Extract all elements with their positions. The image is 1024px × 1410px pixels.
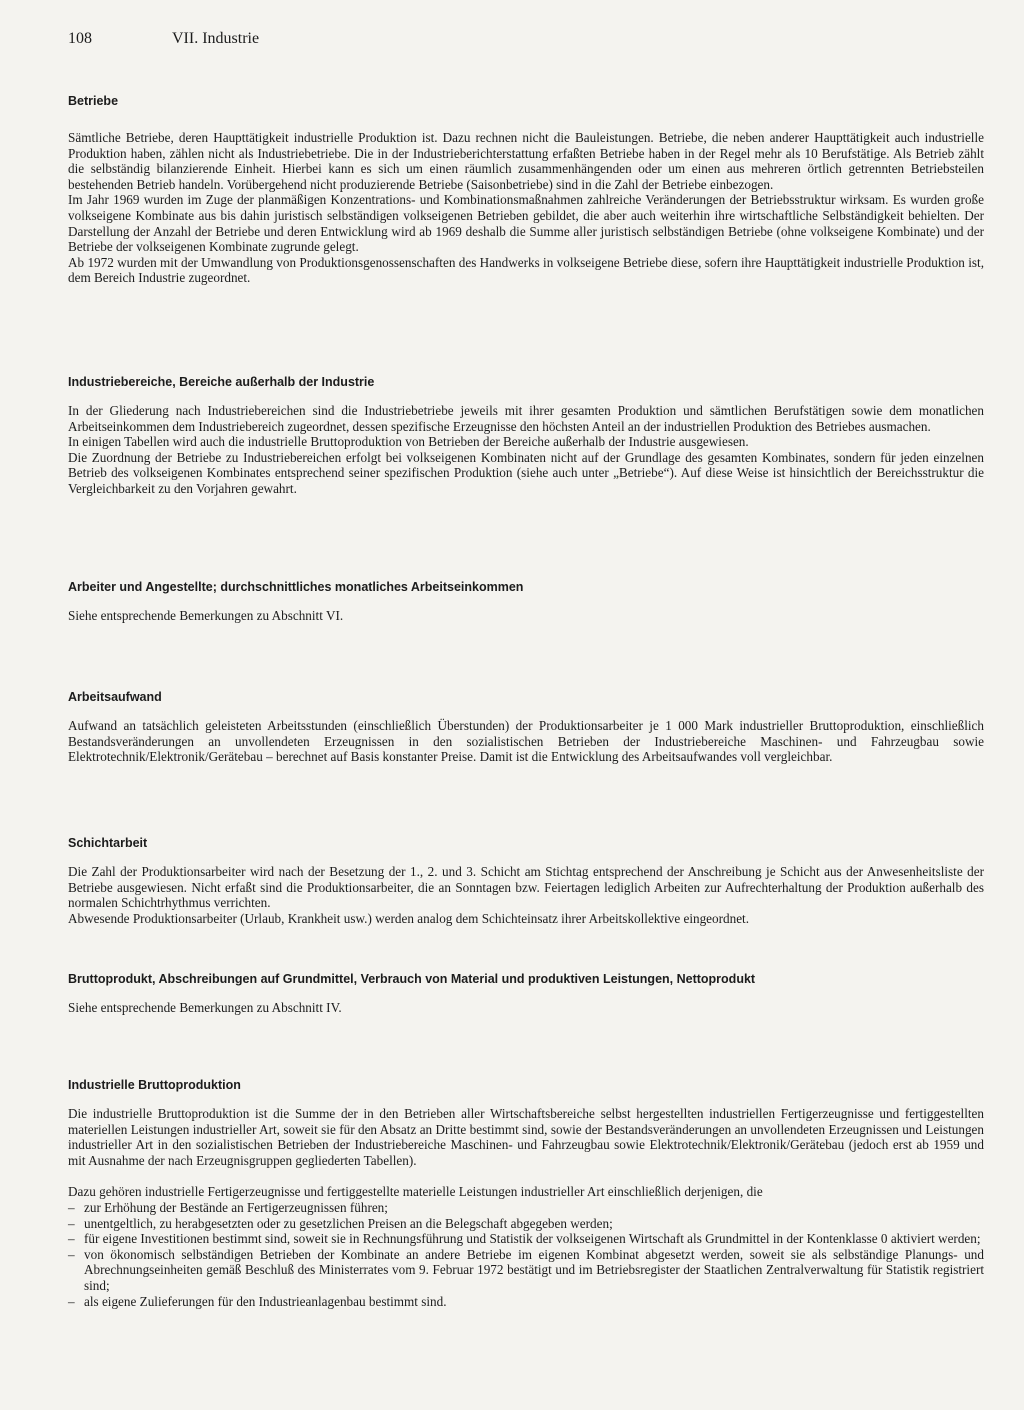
- section-industrielle-bruttoproduktion: [68, 1078, 984, 1309]
- list-item: – als eigene Zulieferungen für den Industrieanlagenbau bestimmt sind.: [68, 1294, 984, 1310]
- section-industriebereiche: [68, 375, 984, 497]
- paragraph: Aufwand an tatsächlich geleisteten Arbeitsstunden (einschließlich Überstunden) der Produktionsarbeiter je 1 000 Mark industrieller Bruttoproduktion, einschließlich Bestandsveränderungen an unvollendeten Erzeugnissen in den sozialistischen Betrieben der Industriebereiche Maschinen- und Fahrzeugbau sowie Elektrotechnik/Elektronik/Gerätebau – berechnet auf Basis konstanter Preise. Damit ist die Entwicklung des Arbeitsaufwandes voll vergleichbar.: [68, 718, 984, 765]
- section-title: Schichtarbeit: [68, 836, 148, 850]
- section-arbeitsaufwand: [68, 690, 984, 765]
- section-title: Industrielle Bruttoproduktion: [68, 1078, 241, 1092]
- section-title: Arbeitsaufwand: [68, 690, 162, 704]
- section-title: Bruttoprodukt, Abschreibungen auf Grundmittel, Verbrauch von Material und produktiven Leistungen, Nettoprodukt: [68, 972, 756, 986]
- page-number: 108: [68, 30, 92, 47]
- section-betriebe: [68, 94, 984, 286]
- section-arbeiter-angestellte: [68, 580, 984, 624]
- paragraph: Sämtliche Betriebe, deren Haupttätigkeit industrielle Produktion ist. Dazu rechnen nicht die Bauleistungen. Betriebe, die neben anderer Haupttätigkeit auch industrielle Produktion haben, zählen nicht als Industriebetriebe. Die in der Industrieberichterstattung erfaßten Betriebe haben in der Regel mehr als 10 Berufstätige. Als Betrieb zählt die selbständig bilanzierende Einheit. Hierbei kann es sich um einen räumlich zusammenhängenden oder um einen aus mehreren örtlich getrennten Betriebsteilen bestehenden Betrieb handeln. Vorübergehend nicht produzierende Betriebe (Saisonbetriebe) sind in die Zahl der Betriebe einbezogen.: [68, 130, 984, 192]
- chapter-title: VII. Industrie: [172, 30, 260, 47]
- running-header: [68, 30, 259, 48]
- list-item: – für eigene Investitionen bestimmt sind, soweit sie in Rechnungsführung und Statistik der volkseigenen Wirtschaft als Grundmittel in der Kontenklasse 0 aktiviert werden;: [68, 1231, 984, 1247]
- list-item: – unentgeltlich, zu herabgesetzten oder zu gesetzlichen Preisen an die Belegschaft abgegeben werden;: [68, 1216, 984, 1232]
- paragraph: In der Gliederung nach Industriebereichen sind die Industriebetriebe jeweils mit ihrer gesamten Produktion und sämtlichen Berufstätigen sowie dem monatlichen Arbeitseinkommen dem Industriebereich zugeordnet, dessen spezifische Erzeugnisse den höchsten Anteil an der industriellen Produktion des Betriebes ausmachen.: [68, 403, 984, 434]
- paragraph: In einigen Tabellen wird auch die industrielle Bruttoproduktion von Betrieben der Bereiche außerhalb der Industrie ausgewiesen.: [68, 434, 749, 450]
- list-item: – von ökonomisch selbständigen Betrieben der Kombinate an andere Betriebe im eigenen Kombinat abgesetzt werden, soweit sie als selbständige Planungs- und Abrechnungseinheiten gemäß Beschluß des Ministerrates vom 9. Februar 1972 bestätigt und im Betriebsregister der Staatlichen Zentralverwaltung für Statistik registriert sind;: [68, 1247, 984, 1294]
- section-title: Betriebe: [68, 94, 119, 108]
- dash-list: [68, 1200, 984, 1309]
- section-schichtarbeit: [68, 836, 984, 926]
- paragraph: Siehe entsprechende Bemerkungen zu Abschnitt VI.: [68, 608, 344, 623]
- section-title: Industriebereiche, Bereiche außerhalb der Industrie: [68, 375, 375, 389]
- paragraph: Die Zuordnung der Betriebe zu Industriebereichen erfolgt bei volkseigenen Kombinaten nicht auf der Grundlage des gesamten Kombinates, sondern für jeden einzelnen Betrieb des volkseigenen Kombinates entsprechend seiner spezifischen Produktion (siehe auch unter „Betriebe“). Auf diese Weise ist hinsichtlich der Bereichsstruktur die Vergleichbarkeit zu den Vorjahren gewahrt.: [68, 449, 984, 496]
- paragraph: Die industrielle Bruttoproduktion ist die Summe der in den Betrieben aller Wirtschaftsbereiche selbst hergestellten industriellen Fertigerzeugnisse und fertiggestellten materiellen Leistungen industrieller Art, soweit sie für den Absatz an Dritte bestimmt sind, sowie der Bestandsveränderungen an unvollendeten Erzeugnissen und Leistungen industrieller Art in den sozialistischen Betrieben der Industriebereiche Maschinen- und Fahrzeugbau sowie Elektrotechnik/Elektronik/Gerätebau (jedoch erst ab 1959 und mit Ausnahme der nach Erzeugnisgruppen gegliederten Tabellen).: [68, 1106, 984, 1168]
- section-title: Arbeiter und Angestellte; durchschnittliches monatliches Arbeitseinkommen: [68, 580, 524, 594]
- paragraph: Dazu gehören industrielle Fertigerzeugnisse und fertiggestellte materielle Leistungen industrieller Art einschließlich derjenigen, die: [68, 1184, 763, 1200]
- list-item: – zur Erhöhung der Bestände an Fertigerzeugnissen führen;: [68, 1200, 984, 1216]
- paragraph: Ab 1972 wurden mit der Umwandlung von Produktionsgenossenschaften des Handwerks in volkseigene Betriebe diese, sofern ihre Haupttätigkeit industrielle Produktion ist, dem Bereich Industrie zugeordnet.: [68, 254, 984, 286]
- paragraph: Die Zahl der Produktionsarbeiter wird nach der Besetzung der 1., 2. und 3. Schicht am Stichtag entsprechend der Anschreibung je Schicht aus der Anwesenheitsliste der Betriebe ausgewiesen. Nicht erfaßt sind die Produktionsarbeiter, die an Sonntagen bzw. Feiertagen lediglich Arbeiten zur Aufrechterhaltung der Produktion außerhalb des normalen Schichtrhythmus verrichten.: [68, 864, 984, 911]
- paragraph: Im Jahr 1969 wurden im Zuge der planmäßigen Konzentrations- und Kombinationsmaßnahmen zahlreiche Veränderungen der Betriebsstruktur wirksam. Es wurden große volkseigene Kombinate aus bis dahin juristisch selbständigen volkseigenen Betrieben gebildet, die aber auch weiterhin ihre wirtschaftliche Selbständigkeit behielten. Der Darstellung der Anzahl der Betriebe und deren Entwicklung wird ab 1969 deshalb die Summe aller juristisch selbständigen Betriebe (ohne volkseigene Kombinate) und der Betriebe der volkseigenen Kombinate zugrunde gelegt.: [68, 192, 984, 255]
- paragraph: Abwesende Produktionsarbeiter (Urlaub, Krankheit usw.) werden analog dem Schichteinsatz ihrer Arbeitskollektive eingeordnet.: [68, 910, 750, 926]
- paragraph: Siehe entsprechende Bemerkungen zu Abschnitt IV.: [68, 1000, 342, 1015]
- section-bruttoprodukt: [68, 972, 984, 1016]
